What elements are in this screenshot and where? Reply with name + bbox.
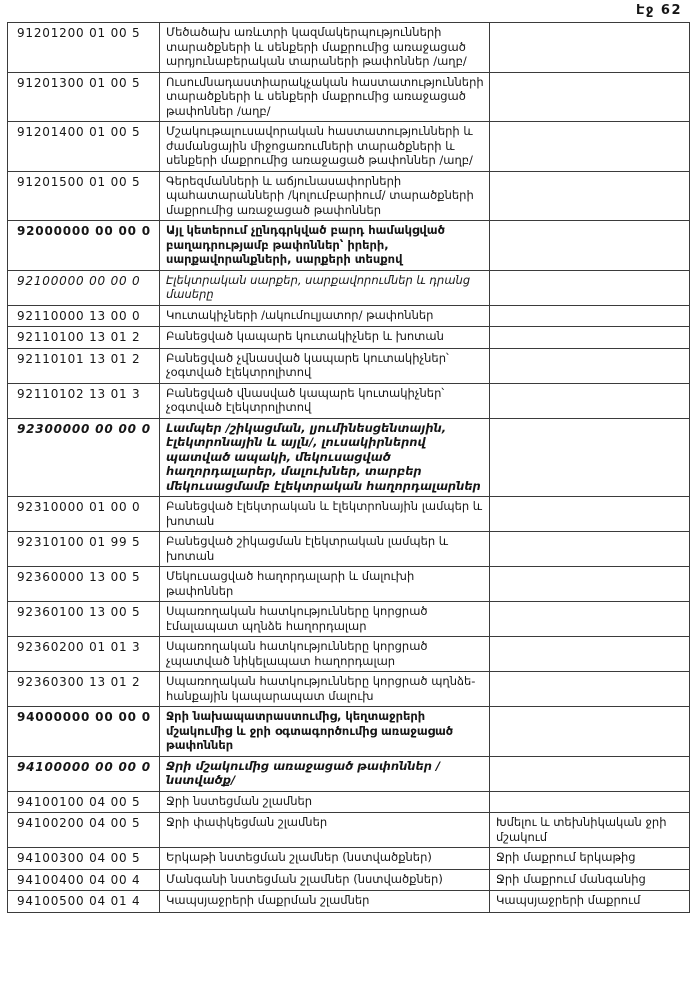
table-row <box>8 270 690 305</box>
table-row <box>8 327 690 349</box>
waste-code-cell: 92360200 01 01 3 <box>8 637 160 672</box>
waste-code-cell: 92110000 13 00 0 <box>8 305 160 327</box>
waste-code-cell: 92000000 00 00 0 <box>8 221 160 271</box>
description-cell: Բանեցված չվնասված կապարե կուտակիչներ՝ չօգտված էլեկտրոլիտով <box>160 348 490 383</box>
description-cell: Բանեցված կապարե կուտակիչներ և խոտան <box>160 327 490 349</box>
table-row <box>8 567 690 602</box>
table-row <box>8 305 690 327</box>
waste-code-cell: 94100000 00 00 0 <box>8 756 160 791</box>
note-cell: Ջրի մաքրում երկաթից <box>490 848 690 870</box>
waste-code-cell: 92310100 01 99 5 <box>8 532 160 567</box>
note-cell: Ջրի մաքրում մանգանից <box>490 869 690 891</box>
description-cell: Այլ կետերում չընդգրկված բարդ համակցված բաղադրությամբ թափոններ՝ իրերի, սարքավորանքների, սարքերի տեսքով <box>160 221 490 271</box>
waste-code-cell: 92360000 13 00 5 <box>8 567 160 602</box>
table-row <box>8 813 690 848</box>
table-row <box>8 756 690 791</box>
waste-code-cell: 94100300 04 00 5 <box>8 848 160 870</box>
table-row <box>8 23 690 73</box>
waste-code-cell: 92110100 13 01 2 <box>8 327 160 349</box>
note-cell <box>490 305 690 327</box>
waste-code-cell: 91201500 01 00 5 <box>8 171 160 221</box>
table-row <box>8 221 690 271</box>
note-cell: Խմելու և տեխնիկական ջրի մշակում <box>490 813 690 848</box>
note-cell <box>490 791 690 813</box>
note-cell <box>490 348 690 383</box>
note-cell <box>490 270 690 305</box>
table-row <box>8 848 690 870</box>
table-row <box>8 383 690 418</box>
description-cell: Ջրի նստեցման շլամներ <box>160 791 490 813</box>
table-row <box>8 532 690 567</box>
waste-code-cell: 92110101 13 01 2 <box>8 348 160 383</box>
note-cell <box>490 221 690 271</box>
description-cell: Ջրի նախապատրաստումից, կեղտաջրերի մշակումից և ջրի օգտագործումից առաջացած թափոններ <box>160 707 490 757</box>
description-cell: Սպառողական հատկությունները կորցրած էմալապատ պղնձե հաղորդալար <box>160 602 490 637</box>
description-cell: Սպառողական հատկությունները կորցրած պղնձե-հանքային կապարապատ մալուխ <box>160 672 490 707</box>
note-cell <box>490 532 690 567</box>
waste-code-cell: 91201200 01 00 5 <box>8 23 160 73</box>
waste-code-cell: 92360100 13 00 5 <box>8 602 160 637</box>
note-cell <box>490 602 690 637</box>
table-row <box>8 72 690 122</box>
table-row <box>8 869 690 891</box>
waste-code-cell: 94100400 04 00 4 <box>8 869 160 891</box>
waste-code-cell: 92360300 13 01 2 <box>8 672 160 707</box>
note-cell <box>490 672 690 707</box>
description-cell: Բանեցված շիկացման էլեկտրական լամպեր և խոտան <box>160 532 490 567</box>
waste-code-cell: 94100200 04 00 5 <box>8 813 160 848</box>
note-cell <box>490 567 690 602</box>
note-cell <box>490 637 690 672</box>
note-cell <box>490 418 690 497</box>
waste-code-cell: 92110102 13 01 3 <box>8 383 160 418</box>
note-cell <box>490 327 690 349</box>
description-cell: Էլեկտրական սարքեր, սարքավորումներ և դրանց մասերը <box>160 270 490 305</box>
note-cell <box>490 171 690 221</box>
table-row <box>8 637 690 672</box>
description-cell: Սպառողական հատկությունները կորցրած չպատված նիկելապատ հաղորդալար <box>160 637 490 672</box>
table-row <box>8 348 690 383</box>
waste-classification-table <box>7 22 690 913</box>
waste-code-cell: 92300000 00 00 0 <box>8 418 160 497</box>
note-cell <box>490 122 690 172</box>
description-cell: Կապսյաջրերի մաքրման շլամներ <box>160 891 490 913</box>
waste-code-cell: 94100100 04 00 5 <box>8 791 160 813</box>
note-cell <box>490 383 690 418</box>
waste-code-cell: 91201300 01 00 5 <box>8 72 160 122</box>
description-cell: Մշակութալուսավորական հաստատությունների և ժամանցային միջոցառումների տարածքների և սենքերի մաքրումից առաջացած թափոններ /աղբ/ <box>160 122 490 172</box>
description-cell: Երկաթի նստեցման շլամներ (նստվածքներ) <box>160 848 490 870</box>
description-cell: Բանեցված էլեկտրական և էլեկտրոնային լամպեր և խոտան <box>160 497 490 532</box>
description-cell: Լամպեր /շիկացման, լյումինեսցենտային, էլեկտրոնային և այլն/, լուսակիրներով պատված ապակի, մեկուսացված հաղորդալարեր, մալուխներ, տարբեր մեկուսացմամբ էլեկտրական հաղորդալարներ <box>160 418 490 497</box>
description-cell: Մեծածախ առևտրի կազմակերպությունների տարածքների և սենքերի մաքրումից առաջացած արդյունաբերական տարաների թափոններ /աղբ/ <box>160 23 490 73</box>
table-row <box>8 171 690 221</box>
note-cell <box>490 707 690 757</box>
table-row <box>8 672 690 707</box>
waste-code-cell: 94100500 04 01 4 <box>8 891 160 913</box>
waste-code-cell: 94000000 00 00 0 <box>8 707 160 757</box>
note-cell: Կապսյաջրերի մաքրում <box>490 891 690 913</box>
description-cell: Մեկուսացված հաղորդալարի և մալուխի թափոններ <box>160 567 490 602</box>
description-cell: Մանգանի նստեցման շլամներ (նստվածքներ) <box>160 869 490 891</box>
table-row <box>8 497 690 532</box>
waste-code-cell: 92310000 01 00 0 <box>8 497 160 532</box>
table-row <box>8 418 690 497</box>
note-cell <box>490 497 690 532</box>
waste-code-cell: 92100000 00 00 0 <box>8 270 160 305</box>
page-number: Էջ 62 <box>635 3 682 18</box>
description-cell: Ջրի փափկեցման շլամներ <box>160 813 490 848</box>
description-cell: Կուտակիչների /ակումուլյատոր/ թափոններ <box>160 305 490 327</box>
note-cell <box>490 23 690 73</box>
description-cell: Ուսումնադաստիարակչական հաստատությունների տարածքների և սենքերի մաքրումից առաջացած թափոններ /աղբ/ <box>160 72 490 122</box>
table-row <box>8 122 690 172</box>
description-cell: Ջրի մշակումից առաջացած թափոններ /նստվածք/ <box>160 756 490 791</box>
description-cell: Գերեզմանների և աճյունասափորների պահատարանների /կոլումբարիում/ տարածքների մաքրումից առաջացած թափոններ <box>160 171 490 221</box>
note-cell <box>490 756 690 791</box>
waste-code-cell: 91201400 01 00 5 <box>8 122 160 172</box>
table-body <box>8 23 690 913</box>
note-cell <box>490 72 690 122</box>
table-row <box>8 791 690 813</box>
table-row <box>8 891 690 913</box>
table-row <box>8 707 690 757</box>
description-cell: Բանեցված վնասված կապարե կուտակիչներ՝ չօգտված էլեկտրոլիտով <box>160 383 490 418</box>
table-row <box>8 602 690 637</box>
